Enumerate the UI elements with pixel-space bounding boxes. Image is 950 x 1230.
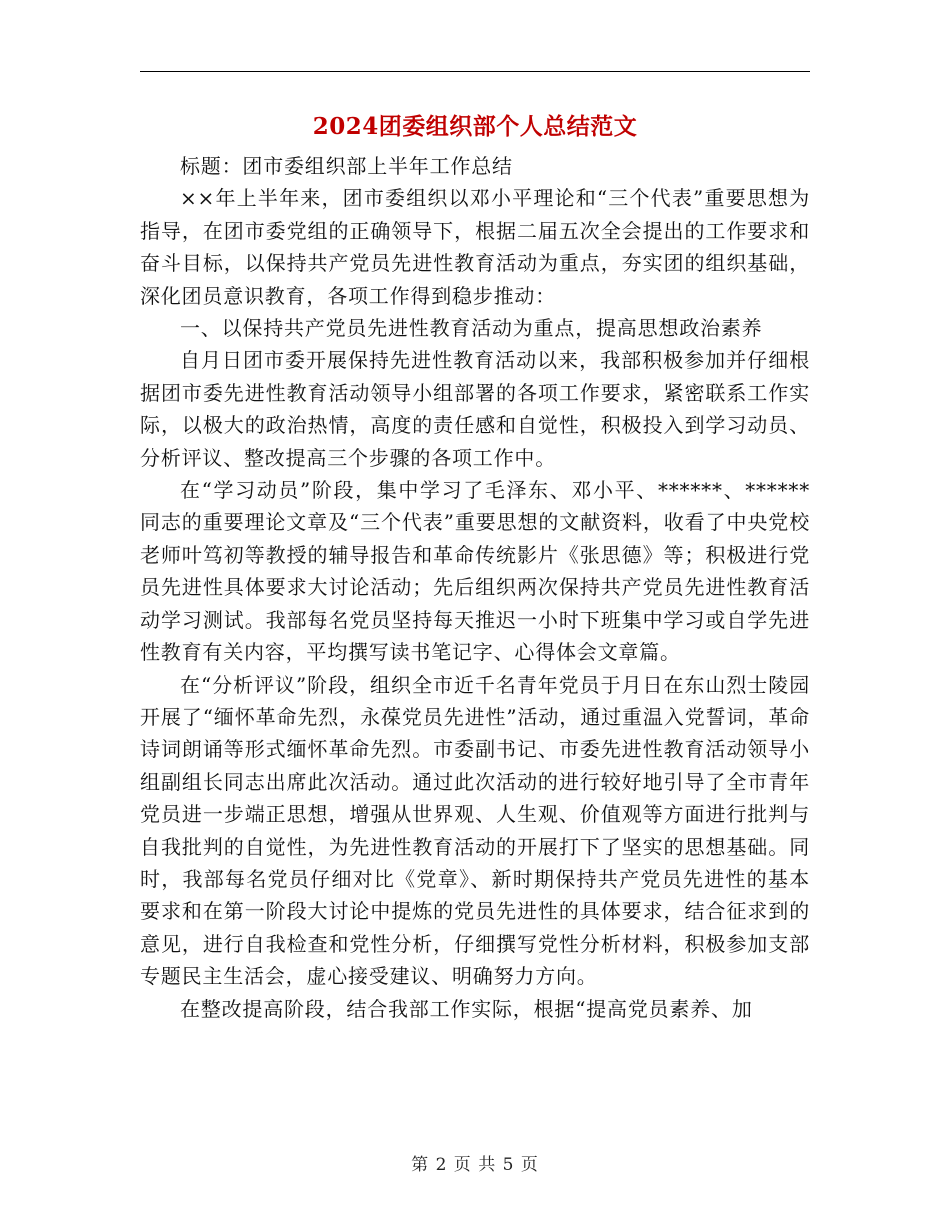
section-heading-1: 一、以保持共产党员先进性教育活动为重点，提高思想政治素养: [180, 316, 763, 341]
document-body: [140, 150, 810, 1025]
paragraph-review-stage: 在“分析评议”阶段，组织全市近千名青年党员于月日在东山烈士陵园开展了“缅怀革命先烈，永葆党员先进性”活动，通过重温入党誓词，革命诗词朗诵等形式缅怀革命先烈。市委副书记、市委先进性教育活动领导小组副组长同志出席此次活动。通过此次活动的进行较好地引导了全市青年党员进一步端正思想，增强从世界观、人生观、价值观等方面进行批判与自我批判的自觉性，为先进性教育活动的开展打下了坚实的思想基础。同时，我部每名党员仔细对比《党章》、新时期保持共产党员先进性的基本要求和在第一阶段大讨论中提炼的党员先进性的具体要求，结合征求到的意见，进行自我检查和党性分析，仔细撰写党性分析材料，积极参加支部专题民主生活会，虚心接受建议、明确努力方向。: [140, 672, 810, 989]
paragraph-overview: 自月日团市委开展保持先进性教育活动以来，我部积极参加并仔细根据团市委先进性教育活动领导小组部署的各项工作要求，紧密联系工作实际，以极大的政治热情，高度的责任感和自觉性，积极投入到学习动员、分析评议、整改提高三个步骤的各项工作中。: [140, 348, 810, 470]
document-title: 2024团委组织部个人总结范文: [312, 113, 638, 140]
header-rule: [140, 71, 810, 72]
paragraph-improvement-stage: 在整改提高阶段，结合我部工作实际，根据“提高党员素养、加: [180, 996, 753, 1021]
paragraph-intro: ××年上半年来，团市委组织以邓小平理论和“三个代表”重要思想为指导，在团市委党组的正确领导下，根据二届五次全会提出的工作要求和奋斗目标，以保持共产党员先进性教育活动为重点，夯实团的组织基础，深化团员意识教育，各项工作得到稳步推动：: [140, 186, 810, 308]
paragraph-study-stage: 在“学习动员”阶段，集中学习了毛泽东、邓小平、******、******同志的重要理论文章及“三个代表”重要思想的文献资料，收看了中央党校老师叶笃初等教授的辅导报告和革命传统影片《张思德》等；积极进行党员先进性具体要求大讨论活动；先后组织两次保持共产党员先进性教育活动学习测试。我部每名党员坚持每天推迟一小时下班集中学习或自学先进性教育有关内容，平均撰写读书笔记字、心得体会文章篇。: [140, 478, 810, 665]
page-indicator: 第 2 页 共 5 页: [411, 1155, 539, 1175]
paragraph-subject: 标题：团市委组织部上半年工作总结: [180, 154, 513, 178]
